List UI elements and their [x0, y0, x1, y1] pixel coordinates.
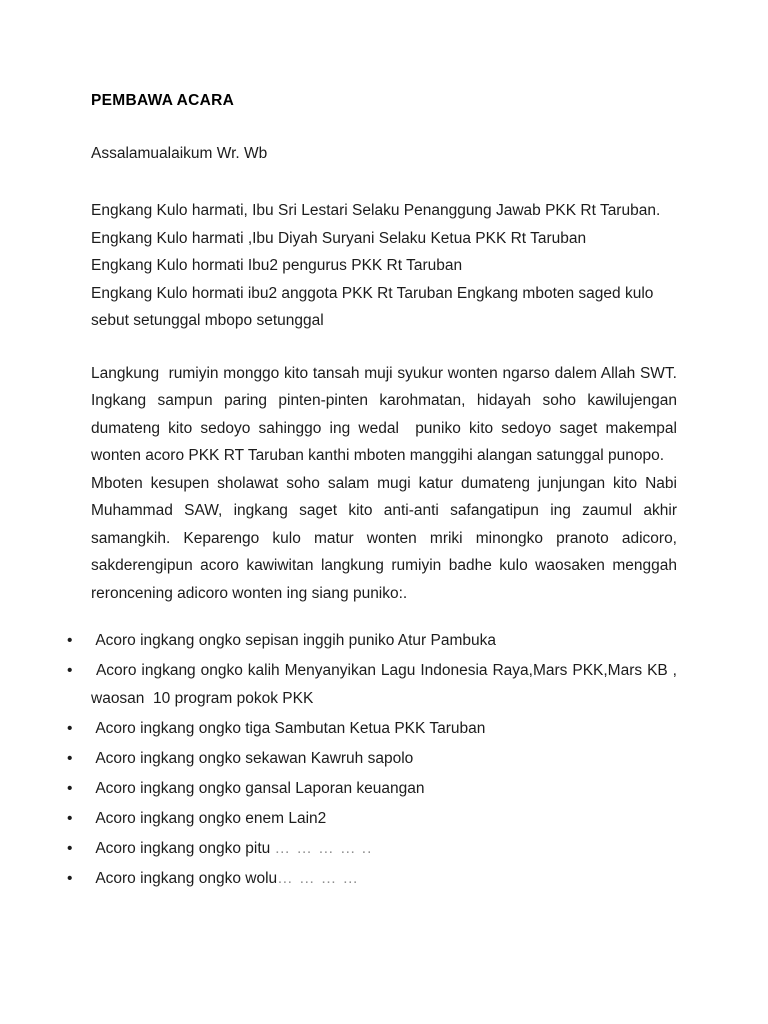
salutation-block	[91, 197, 677, 335]
greeting-line: Assalamualaikum Wr. Wb	[91, 144, 268, 162]
agenda-item-text: Acoro ingkang ongko wolu	[91, 869, 278, 887]
salutation-line: Engkang Kulo harmati ,Ibu Diyah Suryani Selaku Ketua PKK Rt Taruban	[91, 229, 587, 247]
agenda-item	[91, 715, 677, 743]
agenda-item-text: Acoro ingkang ongko sekawan Kawruh sapolo	[91, 749, 414, 767]
agenda-item-text: Acoro ingkang ongko sepisan inggih puniko Atur Pambuka	[91, 632, 496, 649]
agenda-item-text: Acoro ingkang ongko pitu	[91, 839, 275, 857]
salutation-line: Engkang Kulo hormati Ibu2 pengurus PKK Rt Taruban	[91, 257, 463, 274]
salutation-line: Engkang Kulo harmati, Ibu Sri Lestari Selaku Penanggung Jawab PKK Rt Taruban.	[91, 202, 661, 219]
agenda-item	[91, 657, 682, 712]
agenda-item	[91, 865, 677, 893]
agenda-item	[91, 835, 677, 863]
agenda-item	[91, 775, 677, 803]
agenda-item-text: Acoro ingkang ongko gansal Laporan keuangan	[91, 779, 425, 797]
agenda-item-dots: … … … …	[277, 869, 360, 887]
agenda-list	[91, 627, 682, 892]
salutation-line: Engkang Kulo hormati ibu2 anggota PKK Rt Taruban Engkang mboten saged kulo sebut setunggal mbopo setunggal	[91, 284, 658, 329]
page-title: PEMBAWA ACARA	[91, 92, 235, 109]
body-paragraph: Mboten kesupen sholawat soho salam mugi katur dumateng junjungan kito Nabi Muhammad SAW, ingkang saget kito anti-anti safangatipun ing zaumul akhir samangkih. Keparengo kulo matur wonten mriki minongko pranoto adicoro, sakderengipun acoro kawiwitan langkung rumiyin badhe kulo waosaken menggah reroncening adicoro wonten ing siang puniko:.	[91, 474, 682, 602]
agenda-item-text: Acoro ingkang ongko tiga Sambutan Ketua PKK Taruban	[91, 719, 486, 737]
agenda-item-text: Acoro ingkang ongko kalih Menyanyikan Lagu Indonesia Raya,Mars PKK,Mars KB , waosan 10 program pokok PKK	[91, 662, 682, 707]
agenda-item	[91, 805, 677, 833]
agenda-item-dots: … … … … ..	[274, 839, 373, 857]
agenda-item	[91, 627, 677, 655]
agenda-item-text: Acoro ingkang ongko enem Lain2	[91, 809, 327, 827]
agenda-item	[91, 745, 677, 773]
body-block	[91, 360, 682, 608]
body-paragraph: Langkung rumiyin monggo kito tansah muji syukur wonten ngarso dalem Allah SWT. Ingkang sampun paring pinten-pinten karohmatan, hidayah soho kawilujengan dumateng kito sedoyo sahinggo ing wedal puniko kito sedoyo saget makempal wonten acoro PKK RT Taruban kanthi mboten manggihi alangan satunggal punopo.	[91, 364, 682, 464]
